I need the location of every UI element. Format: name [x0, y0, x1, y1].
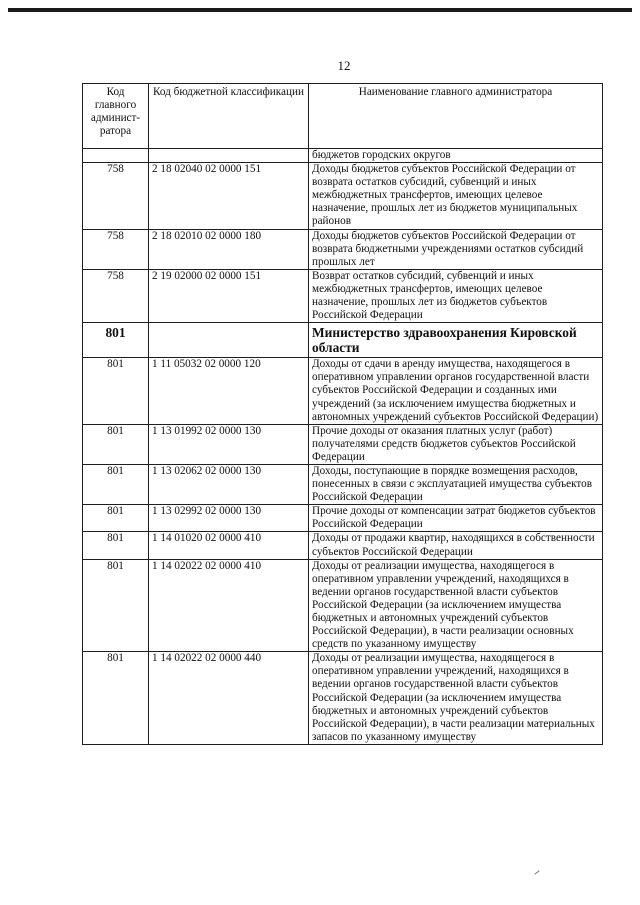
admin-code-cell: 801 [83, 358, 149, 424]
page-number: 12 [337, 58, 351, 73]
admin-code-cell: 801 [83, 652, 149, 745]
admin-name-cell: Доходы от реализации имущества, находящегося в оперативном управлении учреждений, находящихся в ведении органов государственной власти субъектов Российской Федерации (за исключением имущества бюджетных и автономных учреждений субъектов Российской Федерации), в части реализации основных средств по указанному имуществу [309, 559, 603, 652]
kbk-cell [149, 149, 309, 163]
kbk-cell: 1 13 01992 02 0000 130 [149, 424, 309, 464]
table-row [83, 652, 603, 745]
table-row [83, 532, 603, 559]
ministry-name-cell: Министерство здравоохранения Кировской области [309, 323, 603, 358]
admin-code-cell: 758 [83, 229, 149, 269]
admin-name-cell: Доходы от сдачи в аренду имущества, находящегося в оперативном управлении органов государственной власти субъектов Российской Федерации и созданных ими учреждений (за исключением имущества бюджетных и автономных учреждений субъектов Российской Федерации) [309, 358, 603, 424]
budget-classification-table [82, 83, 603, 745]
admin-code-cell: 801 [83, 559, 149, 652]
table-row [83, 163, 603, 229]
admin-code-cell: 801 [83, 505, 149, 532]
table-row [83, 464, 603, 504]
admin-name-cell: Доходы, поступающие в порядке возмещения расходов, понесенных в связи с эксплуатацией имущества субъектов Российской Федерации [309, 464, 603, 504]
kbk-cell: 1 14 02022 02 0000 410 [149, 559, 309, 652]
admin-code-cell [83, 149, 149, 163]
admin-code-cell: 801 [83, 532, 149, 559]
kbk-cell: 2 18 02010 02 0000 180 [149, 229, 309, 269]
admin-name-cell: Доходы от реализации имущества, находящегося в оперативном управлении учреждений, находящихся в ведении органов государственной власти субъектов Российской Федерации (за исключением имущества бюджетных и автономных учреждений субъектов Российской Федерации), в части реализации материальных запасов по указанному имуществу [309, 652, 603, 745]
table-row [83, 358, 603, 424]
admin-name-cell: Доходы бюджетов субъектов Российской Федерации от возврата бюджетными учреждениями остатков субсидий прошлых лет [309, 229, 603, 269]
top-border-bar [8, 8, 632, 12]
table-row [83, 269, 603, 322]
table-row [83, 505, 603, 532]
admin-name-cell: Прочие доходы от оказания платных услуг (работ) получателями средств бюджетов субъектов Российской Федерации [309, 424, 603, 464]
table-header-row [83, 84, 603, 149]
admin-name-cell: Прочие доходы от компенсации затрат бюджетов субъектов Российской Федерации [309, 505, 603, 532]
kbk-cell [149, 323, 309, 358]
admin-code-cell: 801 [83, 464, 149, 504]
admin-name-cell: Возврат остатков субсидий, субвенций и иных межбюджетных трансфертов, имеющих целевое назначение, прошлых лет из бюджетов субъектов Российской Федерации [309, 269, 603, 322]
kbk-cell: 2 18 02040 02 0000 151 [149, 163, 309, 229]
kbk-cell: 1 11 05032 02 0000 120 [149, 358, 309, 424]
scan-artifact-mark [534, 870, 539, 875]
table-row [83, 149, 603, 163]
kbk-cell: 1 14 02022 02 0000 440 [149, 652, 309, 745]
header-admin-code: Код главного админист-ратора [83, 84, 149, 149]
admin-name-cell: Доходы бюджетов субъектов Российской Федерации от возврата остатков субсидий, субвенций и иных межбюджетных трансфертов, имеющих целевое назначение, прошлых лет из бюджетов муниципальных районов [309, 163, 603, 229]
header-kbk: Код бюджетной классификации [149, 84, 309, 149]
table-row [83, 559, 603, 652]
table-row [83, 229, 603, 269]
ministry-heading-row [83, 323, 603, 358]
ministry-code-cell: 801 [83, 323, 149, 358]
header-admin-name: Наименование главного администратора [309, 84, 603, 149]
admin-name-cell: бюджетов городских округов [309, 149, 603, 163]
kbk-cell: 1 14 01020 02 0000 410 [149, 532, 309, 559]
kbk-cell: 1 13 02062 02 0000 130 [149, 464, 309, 504]
admin-code-cell: 758 [83, 163, 149, 229]
admin-code-cell: 801 [83, 424, 149, 464]
kbk-cell: 1 13 02992 02 0000 130 [149, 505, 309, 532]
admin-code-cell: 758 [83, 269, 149, 322]
table-row [83, 424, 603, 464]
admin-name-cell: Доходы от продажи квартир, находящихся в собственности субъектов Российской Федерации [309, 532, 603, 559]
kbk-cell: 2 19 02000 02 0000 151 [149, 269, 309, 322]
